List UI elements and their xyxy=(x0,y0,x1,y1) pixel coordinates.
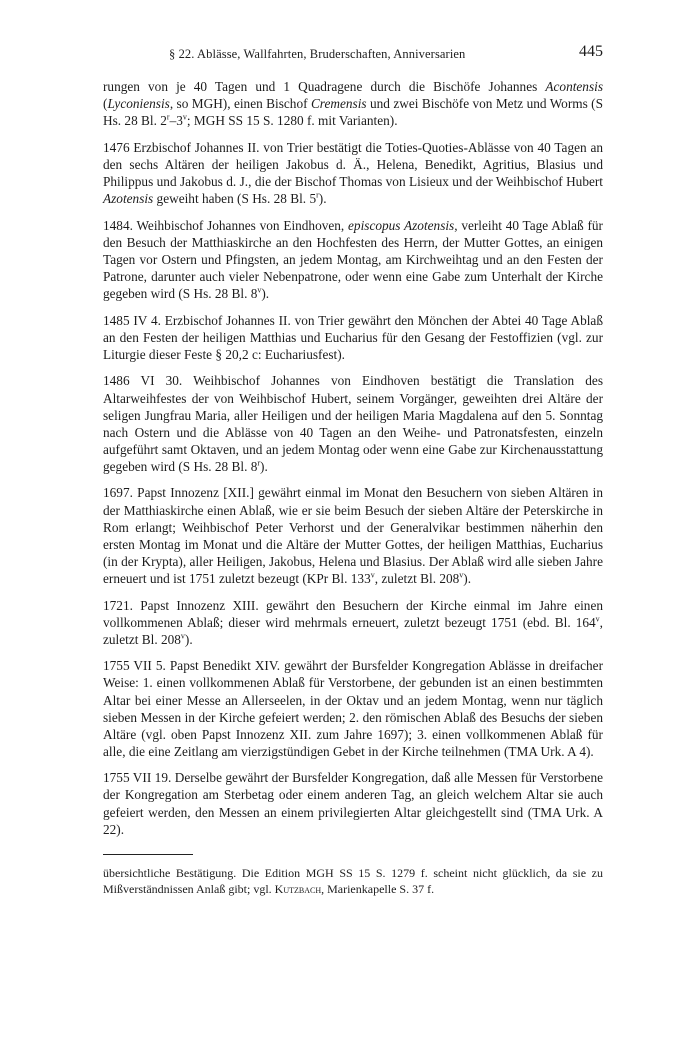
paragraph-1476: 1476 Erzbischof Johannes II. von Trier bestätigt die Toties-Quoties-Ablässe von 40 Tagen an den sechs Altären der heiligen Jakobus d. Ä., Helena, Benedikt, Agritius, Blasius und Philippus und Jakobus d. J., die der Bischof Thomas von Lisieux und der Weihbischof Hubert Azotensis geweiht haben (S Hs. 28 Bl. 5$^r$). xyxy=(103,139,603,207)
footnote-rule xyxy=(103,854,193,855)
paragraph-1697: 1697. Papst Innozenz [XII.] gewährt einmal im Monat den Besuchern von sieben Altären in der Matthiaskirche einen Ablaß, wie er sie beim Besuch der sieben Altäre der Peterskirche in Rom erlangt; Weihbischof Peter Verhorst und der Generalvikar bestimmen näherhin den ersten Montag im Monat und die Altäre der Mutter Gottes, der heiligen Matthias, Eucharius (in der Krypta), aller Heiligen, Jakobus, Helena und Blasius. Der Ablaß wird alle sieben Jahre erneuert und ist 1751 zuletzt bezeugt (KPr Bl. 133$^v$, zuletzt Bl. 208$^v$). xyxy=(103,485,603,586)
footnote: übersichtliche Bestätigung. Die Edition MGH SS 15 S. 1279 f. scheint nicht glücklich, da sie zu Mißverständnissen Anlaß gibt; vgl. Kutzbach, Marienkapelle S. 37 f. xyxy=(103,865,603,896)
running-title: § 22. Ablässe, Wallfahrten, Bruderschaften, Anniversarien xyxy=(169,47,466,61)
paragraph-1484: 1484. Weihbischof Johannes von Eindhoven, episcopus Azotensis, verleiht 40 Tage Ablaß für den Besuch der Matthiaskirche an den Hochfesten des Herrn, der Mutter Gottes, an einigen Tagen vor Ostern und Pfingsten, an jedem Montag, am Kirchweihtag und an den Festen der Patrone, darunter auch vieler Nebenpatrone, oder wenn eine Gabe zum Unterhalt der Kirche gegeben wird (S Hs. 28 Bl. 8$^v$). xyxy=(103,217,603,302)
page-number: 445 xyxy=(579,43,603,60)
paragraph-1721: 1721. Papst Innozenz XIII. gewährt den Besuchern der Kirche einmal im Jahre einen vollkommenen Ablaß; dieser wird mehrmals erneuert, zuletzt bezeugt 1751 (ebd. Bl. 164$^v$, zuletzt Bl. 208$^v$). xyxy=(103,597,603,647)
paragraph-1485: 1485 IV 4. Erzbischof Johannes II. von Trier gewährt den Mönchen der Abtei 40 Tage Ablaß an den Festen der heiligen Matthias und Eucharius für den Gesang der Festoffizien (vgl. zur Liturgie dieser Feste § 20,2 c: Euchariusfest). xyxy=(103,312,603,362)
paragraph-1755-vii-5: 1755 VII 5. Papst Benedikt XIV. gewährt der Bursfelder Kongregation Ablässe in dreifacher Weise: 1. einen vollkommenen Ablaß für Verstorbene, der gebunden ist an einen bestimmten Altar bei einer Messe an Allerseelen, in der Oktav und an jedem Montag, wenn nur täglich sieben Messen in der Kirche gefeiert werden; 2. den römischen Ablaß des Besuchs der sieben Altäre (vgl. oben Papst Innozenz XII. zum Jahre 1697); 3. einen vollkommenen Ablaß für alle, die eine Zeitlang am vierzigstündigen Gebet in der Kirche teilnehmen (TMA Urk. A 4). xyxy=(103,658,603,759)
page-body xyxy=(103,78,603,897)
paragraph-1755-vii-19: 1755 VII 19. Derselbe gewährt der Bursfelder Kongregation, daß alle Messen für Verstorbene der Kongregation am Sterbetag oder einem anderen Tag, an gleich welchem Altar sie auch gefeiert werden, den Messen an einem privilegierten Altar gleichgestellt sind (TMA Urk. A 22). xyxy=(103,770,603,837)
paragraph-continued: rungen von je 40 Tagen und 1 Quadragene durch die Bischöfe Johannes Acontensis (Lyconiensis, so MGH), einen Bischof Cremensis und zwei Bischöfe von Metz und Worms (S Hs. 28 Bl. 2$^r$–3$^v$; MGH SS 15 S. 1280 f. mit Varianten). xyxy=(103,79,603,129)
paragraph-1486: 1486 VI 30. Weihbischof Johannes von Eindhoven bestätigt die Translation des Altarweihfestes der von Weihbischof Hubert, seinem Vorgänger, geweihten drei Altäre der seligen Jungfrau Maria, aller Heiligen und der heiligen Maria Magdalena auf den 5. Sonntag nach Ostern und die Ablässe von 40 Tagen an den Weihe- und Patronatsfesten, einzeln aufgeführt samt Oktaven, und an jedem Montag oder wenn eine Gabe zur Kirchenausstattung gegeben wird (S Hs. 28 Bl. 8$^r$). xyxy=(103,373,603,474)
